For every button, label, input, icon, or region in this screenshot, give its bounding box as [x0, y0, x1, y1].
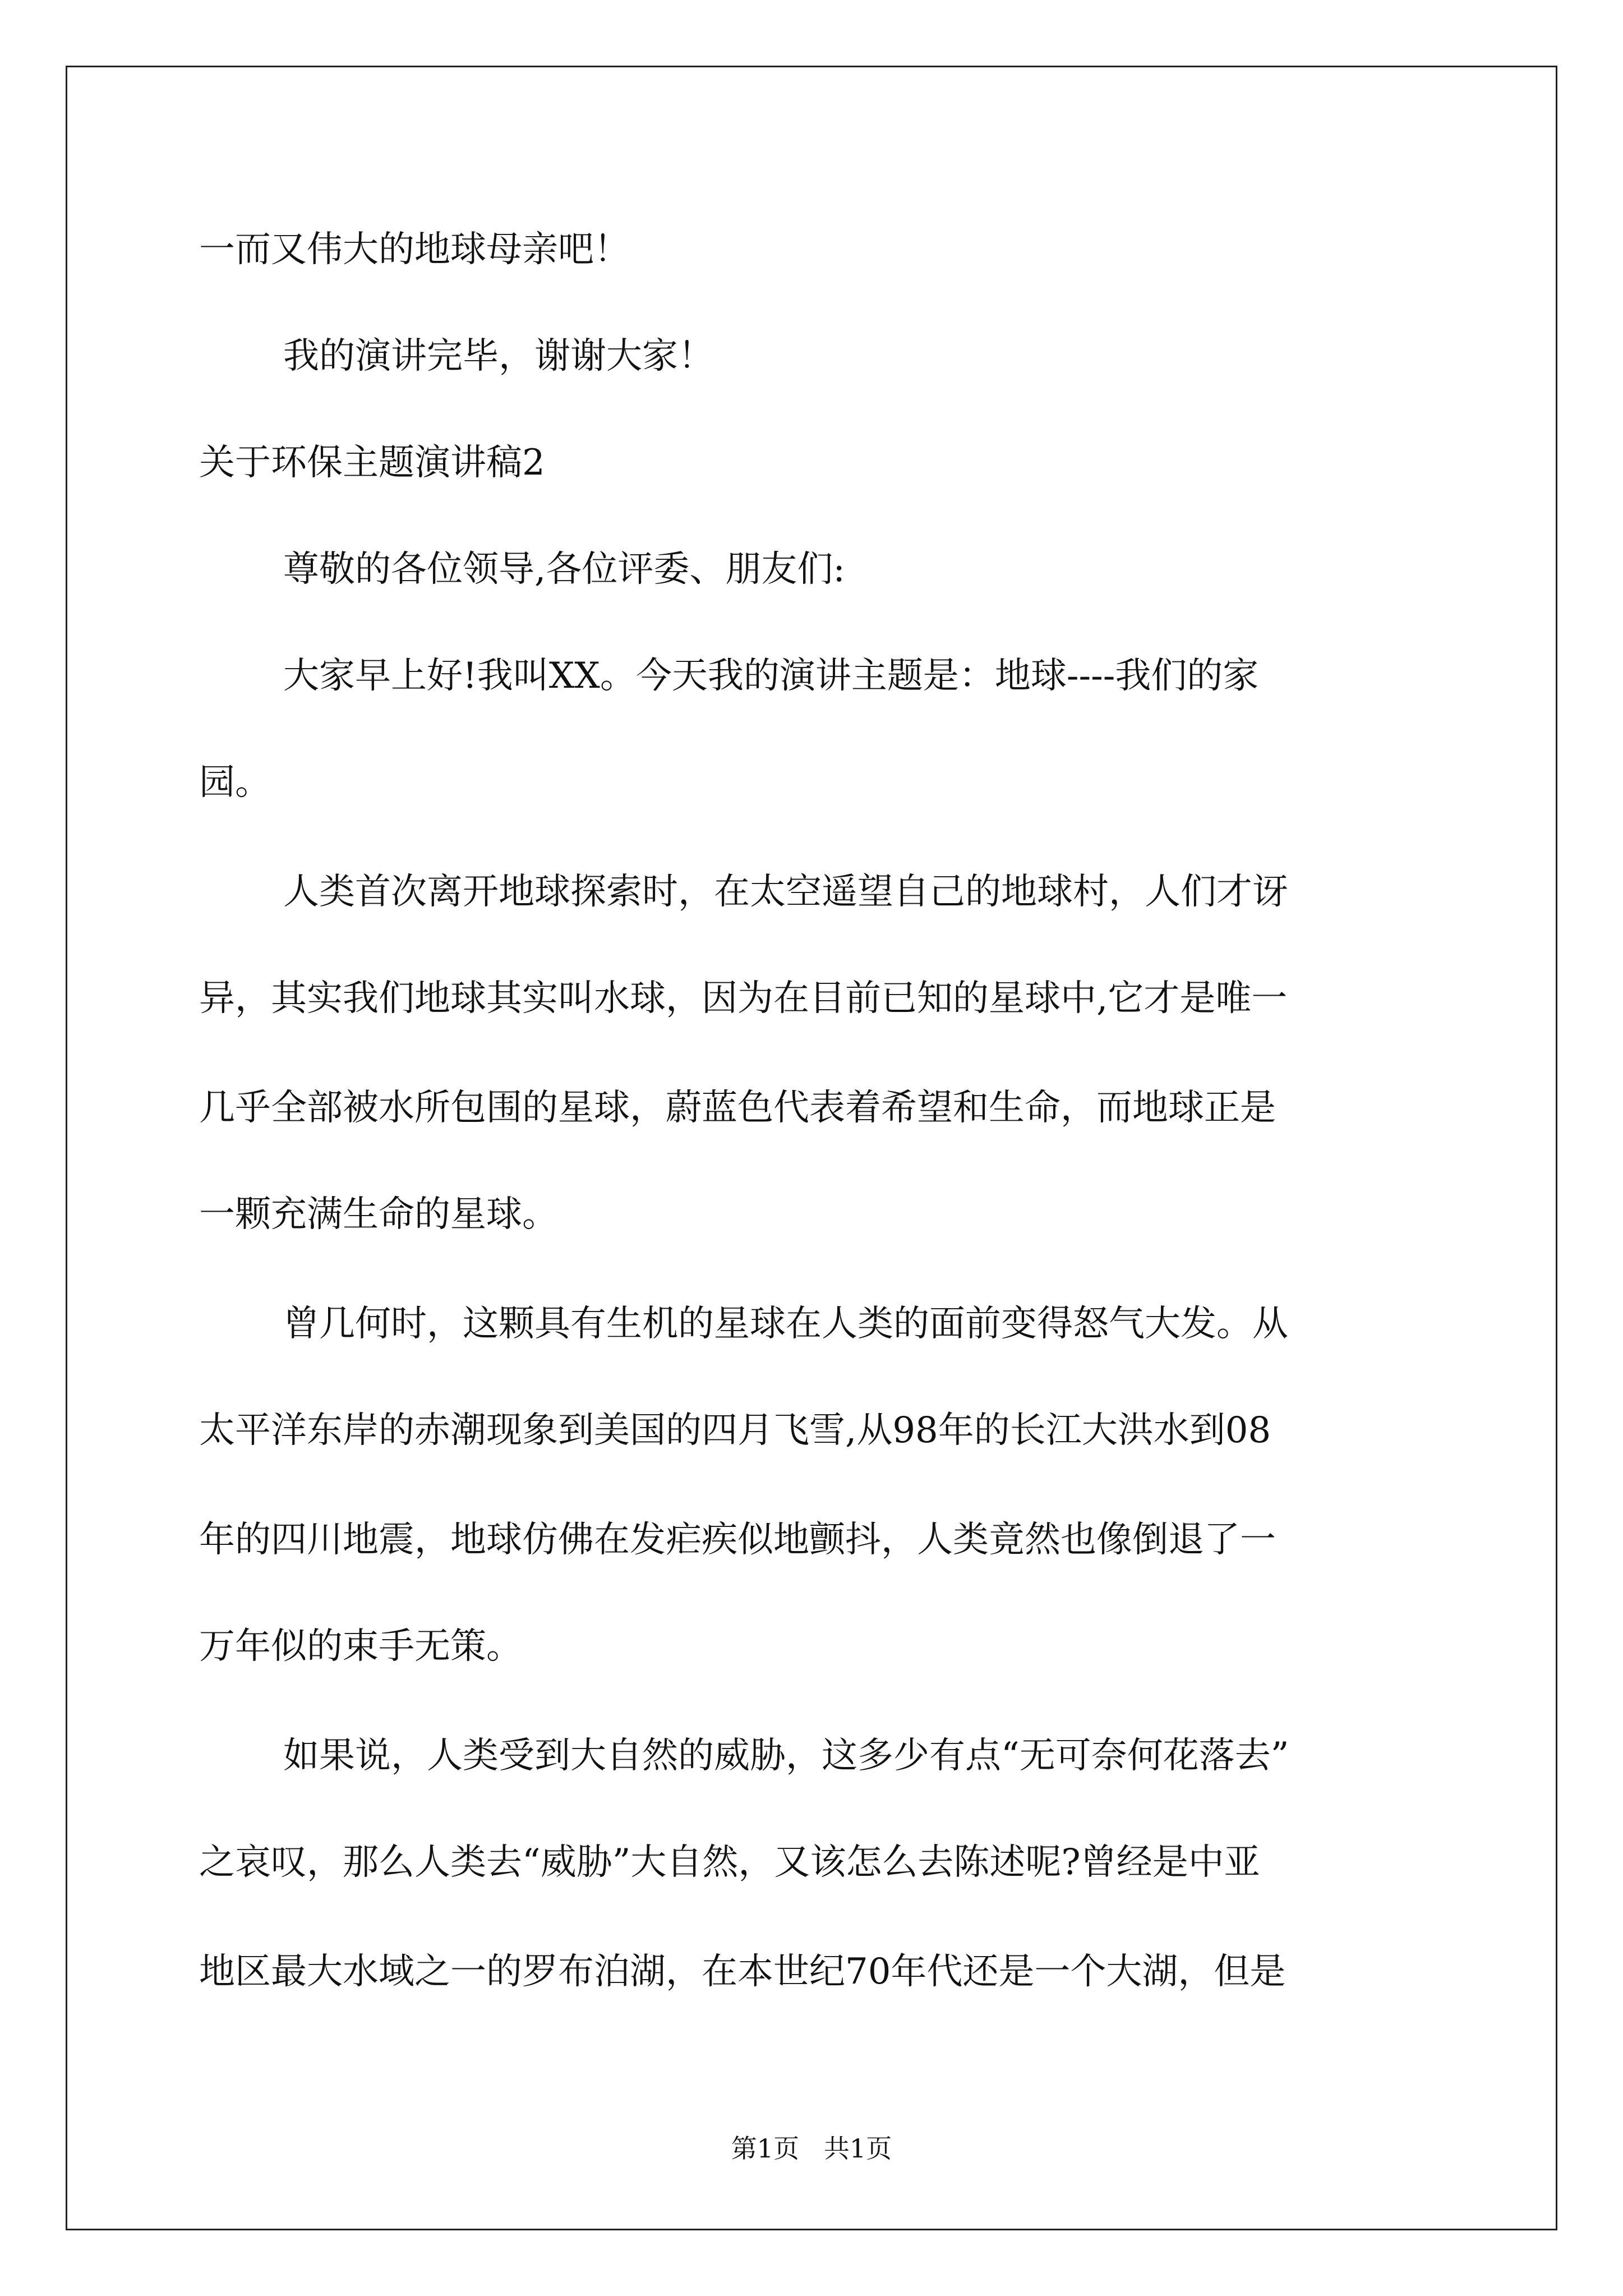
- text-line: 太平洋东岸的赤潮现象到美国的四月飞雪,从98年的长江大洪水到08: [199, 1410, 1271, 1451]
- text-line: 万年似的束手无策。: [199, 1626, 522, 1667]
- text-line: 如果说，人类受到大自然的威胁，这多少有点“无可奈何花落去”: [283, 1735, 1289, 1777]
- text-line: 曾几何时，这颗具有生机的星球在人类的面前变得怒气大发。从: [283, 1303, 1288, 1345]
- section-heading: 关于环保主题演讲稿2: [199, 442, 545, 484]
- text-line: 几乎全部被水所包围的星球，蔚蓝色代表着希望和生命，而地球正是: [199, 1087, 1276, 1129]
- text-line: 一颗充满生命的星球。: [199, 1194, 558, 1235]
- text-line: 异，其实我们地球其实叫水球，因为在目前已知的星球中,它才是唯一: [199, 978, 1288, 1019]
- text-line: 之哀叹，那么人类去“威胁”大自然，又该怎么去陈述呢?曾经是中亚: [199, 1842, 1260, 1883]
- text-line: 我的演讲完毕，谢谢大家！: [283, 335, 714, 377]
- page-border: [66, 66, 1557, 2230]
- text-line: 尊敬的各位领导,各位评委、朋友们:: [283, 549, 845, 590]
- text-line: 地区最大水域之一的罗布泊湖，在本世纪70年代还是一个大湖，但是: [199, 1951, 1286, 1993]
- text-line: 年的四川地震，地球仿佛在发疟疾似地颤抖，人类竟然也像倒退了一: [199, 1519, 1276, 1561]
- text-line: 一而又伟大的地球母亲吧！: [199, 229, 630, 270]
- text-line: 人类首次离开地球探索时，在太空遥望自己的地球村，人们才讶: [283, 871, 1288, 913]
- page-footer: 第1页 共1页: [731, 2133, 892, 2164]
- text-line: 大家早上好!我叫XX。今天我的演讲主题是：地球----我们的家: [283, 655, 1259, 697]
- text-line: 园。: [199, 762, 271, 803]
